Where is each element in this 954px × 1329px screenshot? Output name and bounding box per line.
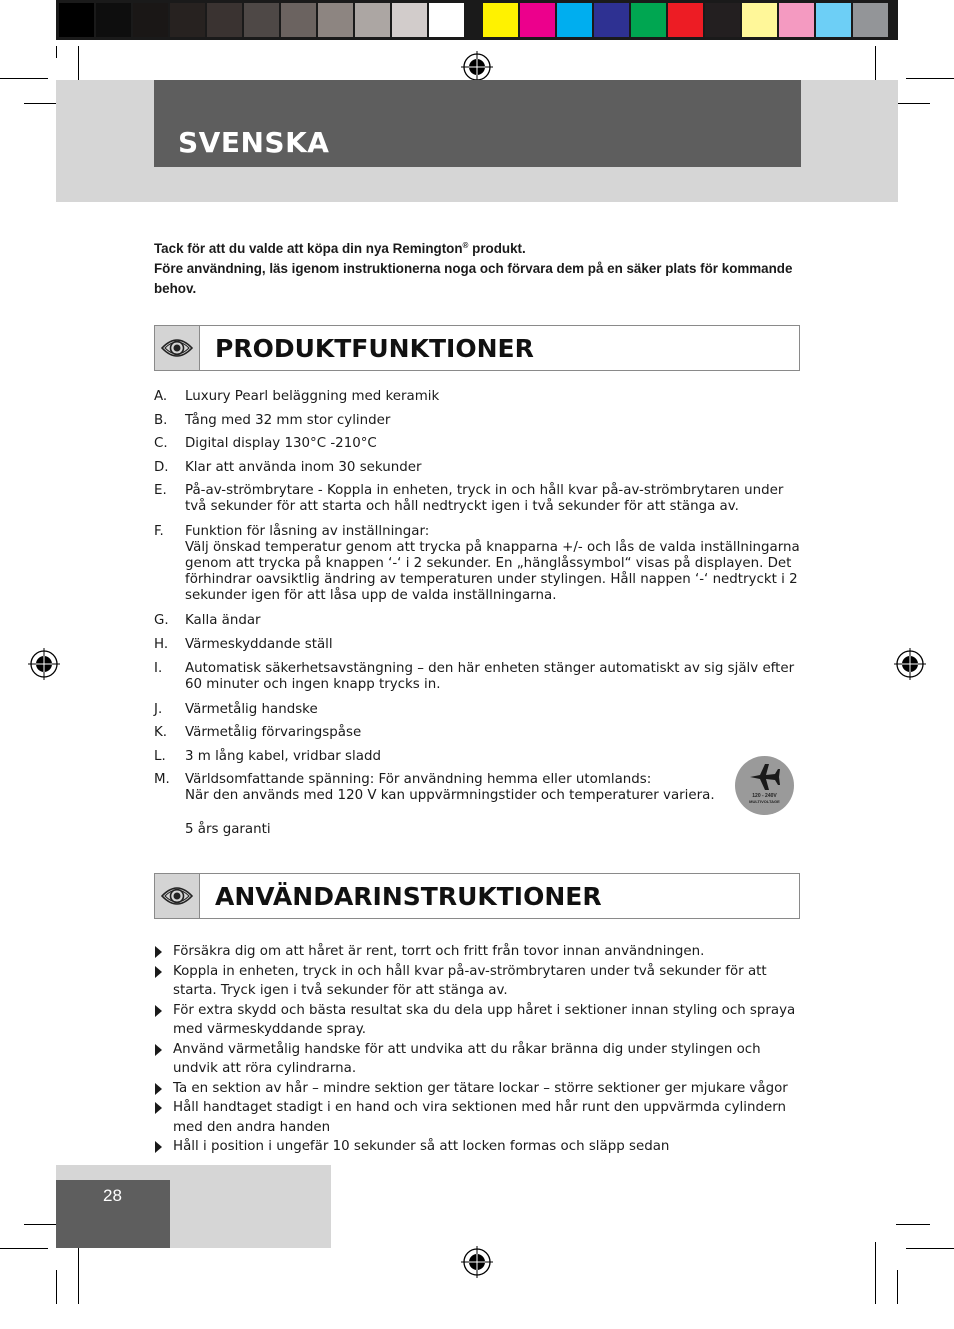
crop-mark <box>897 1270 898 1304</box>
crop-mark <box>896 103 930 104</box>
feature-item <box>154 613 802 629</box>
feature-letter: J. <box>154 701 163 717</box>
instruction-text: Koppla in enheten, tryck in och håll kvar på-av-strömbrytaren under två sekunder för att starta. Tryck igen i två sekunder för att stänga av. <box>173 963 767 998</box>
crop-mark <box>56 46 57 58</box>
instruction-item <box>154 1040 802 1079</box>
color-swatch <box>631 3 666 37</box>
bullet-arrow-icon <box>155 1083 162 1095</box>
feature-item <box>154 702 802 718</box>
intro-line-1: Tack för att du valde att köpa din nya Remington® produkt. <box>154 241 526 256</box>
intro-text <box>154 236 794 299</box>
eye-icon <box>155 874 200 918</box>
feature-text: Luxury Pearl beläggning med keramik <box>185 389 440 404</box>
bullet-arrow-icon <box>155 966 162 978</box>
color-swatch <box>557 3 592 37</box>
crop-mark <box>875 1242 876 1304</box>
color-swatch <box>355 3 390 37</box>
bullet-arrow-icon <box>155 1044 162 1056</box>
instruction-item <box>154 1137 802 1157</box>
instruction-item <box>154 1098 802 1137</box>
intro-line-2: Före användning, läs igenom instruktionerna noga och förvara dem på en säker plats för kommande behov. <box>154 261 793 296</box>
feature-letter: G. <box>154 613 169 629</box>
feature-text: 3 m lång kabel, vridbar sladd <box>185 748 381 764</box>
warranty-text: 5 års garanti <box>185 822 271 838</box>
feature-text: Digital display 130°C -210°C <box>185 436 377 452</box>
registration-mark-icon <box>28 648 60 680</box>
color-swatch <box>318 3 353 37</box>
color-swatch <box>705 3 740 37</box>
feature-item <box>154 483 802 515</box>
crop-mark <box>896 1224 930 1225</box>
feature-letter: E. <box>154 483 167 499</box>
color-swatch <box>816 3 851 37</box>
feature-letter: L. <box>154 748 166 764</box>
bullet-arrow-icon <box>155 946 162 958</box>
feature-letter: M. <box>154 772 170 788</box>
feature-text: Världsomfattande spänning: För användning hemma eller utomlands: <box>185 772 652 788</box>
instruction-item <box>154 1079 802 1099</box>
section-header-instructions <box>154 873 800 919</box>
feature-letter: C. <box>154 436 168 452</box>
feature-list <box>154 389 802 846</box>
instruction-item <box>154 942 802 962</box>
crop-mark <box>906 78 954 79</box>
feature-letter: D. <box>154 459 169 475</box>
feature-item <box>154 637 802 653</box>
color-calibration-bar <box>56 0 898 40</box>
color-swatch <box>668 3 703 37</box>
feature-text: Värmeskyddande ställ <box>185 636 333 652</box>
feature-text: Värmetålig förvaringspåse <box>185 725 362 741</box>
color-swatch <box>742 3 777 37</box>
color-swatch <box>483 3 518 37</box>
feature-subtext: När den används med 120 V kan uppvärmningstider och temperaturer variera. <box>185 788 715 804</box>
badge-voltage: 120 - 240V <box>752 793 777 799</box>
registration-mark-icon <box>461 51 493 83</box>
feature-item <box>154 749 802 765</box>
feature-text: Tång med 32 mm stor cylinder <box>185 412 391 428</box>
feature-text: Värmetålig handske <box>185 701 318 717</box>
bullet-arrow-icon <box>155 1141 162 1153</box>
page-title: SVENSKA <box>178 126 330 159</box>
feature-letter: H. <box>154 636 169 652</box>
registration-mark-icon <box>461 1246 493 1278</box>
airplane-icon <box>748 762 782 792</box>
feature-item <box>154 413 802 429</box>
instruction-text: Håll i position i ungefär 10 sekunder så att locken formas och släpp sedan <box>173 1139 670 1154</box>
feature-letter: A. <box>154 389 168 404</box>
feature-item <box>154 725 802 741</box>
crop-mark <box>906 1248 954 1249</box>
feature-item <box>154 389 802 405</box>
color-swatch <box>170 3 205 37</box>
crop-mark <box>0 1248 48 1249</box>
language-title-box <box>154 80 801 167</box>
color-swatch <box>207 3 242 37</box>
color-swatch <box>244 3 279 37</box>
instruction-text: Håll handtaget stadigt i en hand och vira sektionen med hår runt den uppvärmda cylindern med den andra handen <box>173 1100 786 1135</box>
crop-mark <box>56 1270 57 1304</box>
feature-text: På-av-strömbrytare - Koppla in enheten, tryck in och håll kvar på-av-strömbrytaren under två sekunder för att starta och håll nedtryckt igen i två sekunder för att stänga av. <box>185 483 784 515</box>
color-swatch <box>594 3 629 37</box>
feature-item <box>154 524 802 604</box>
instruction-text: Använd värmetålig handske för att undvika att du råkar bränna dig under stylingen och undvik att röra cylindrarna. <box>173 1041 761 1076</box>
color-swatch <box>853 3 888 37</box>
color-swatch <box>59 3 94 37</box>
feature-item <box>154 661 802 693</box>
instruction-item <box>154 1001 802 1040</box>
section-header-features <box>154 325 800 371</box>
feature-text: Kalla ändar <box>185 613 261 629</box>
crop-mark <box>0 78 48 79</box>
registration-mark-icon <box>894 648 926 680</box>
bullet-arrow-icon <box>155 1005 162 1017</box>
color-swatch <box>133 3 168 37</box>
instruction-text: Försäkra dig om att håret är rent, torrt och fritt från tovor innan användningen. <box>173 944 705 959</box>
feature-item <box>154 460 802 476</box>
color-swatch <box>429 3 464 37</box>
crop-mark <box>24 1224 58 1225</box>
color-swatch <box>779 3 814 37</box>
color-swatch <box>281 3 316 37</box>
multivoltage-badge <box>735 756 794 815</box>
feature-item <box>154 772 802 838</box>
color-swatch <box>520 3 555 37</box>
feature-letter: F. <box>154 524 164 540</box>
section-title: PRODUKTFUNKTIONER <box>215 334 534 363</box>
feature-letter: K. <box>154 725 168 741</box>
crop-mark <box>24 103 58 104</box>
feature-text: Automatisk säkerhetsavstängning – den här enheten stänger automatiskt av sig själv efter 60 minuter och ingen knapp trycks in. <box>185 660 795 692</box>
bullet-arrow-icon <box>155 1102 162 1114</box>
section-title: ANVÄNDARINSTRUKTIONER <box>215 882 602 911</box>
page-number: 28 <box>103 1186 122 1205</box>
feature-text: Funktion för låsning av inställningar: <box>185 524 430 540</box>
instruction-text: För extra skydd och bästa resultat ska du dela upp håret i sektioner innan styling och spraya med värmeskyddande spray. <box>173 1002 796 1037</box>
instruction-text: Ta en sektion av hår – mindre sektion ger tätare lockar – större sektioner ger mjukare vågor <box>173 1080 788 1096</box>
feature-subtext: Välj önskad temperatur genom att trycka på knapparna +/- och lås de valda inställningarna genom att trycka på knappen ‘-‘ i 2 sekunder. En „hänglåssymbol“ visas på displayen. Det förhindrar oavsiktlig ändring av temperaturen under stylingen. Håll nappen ‘-‘ nedtryckt i 2 sekunder igen för att låsa upp de valda inställningarna. <box>185 540 800 604</box>
color-swatch <box>392 3 427 37</box>
eye-icon <box>155 326 200 370</box>
feature-letter: B. <box>154 412 168 428</box>
instruction-list <box>154 942 802 1157</box>
feature-letter: I. <box>154 660 163 676</box>
crop-mark <box>78 1242 79 1304</box>
feature-item <box>154 436 802 452</box>
badge-label: MULTIVOLTAGE <box>749 799 780 804</box>
color-swatch <box>96 3 131 37</box>
feature-text: Klar att använda inom 30 sekunder <box>185 459 422 475</box>
instruction-item <box>154 962 802 1001</box>
